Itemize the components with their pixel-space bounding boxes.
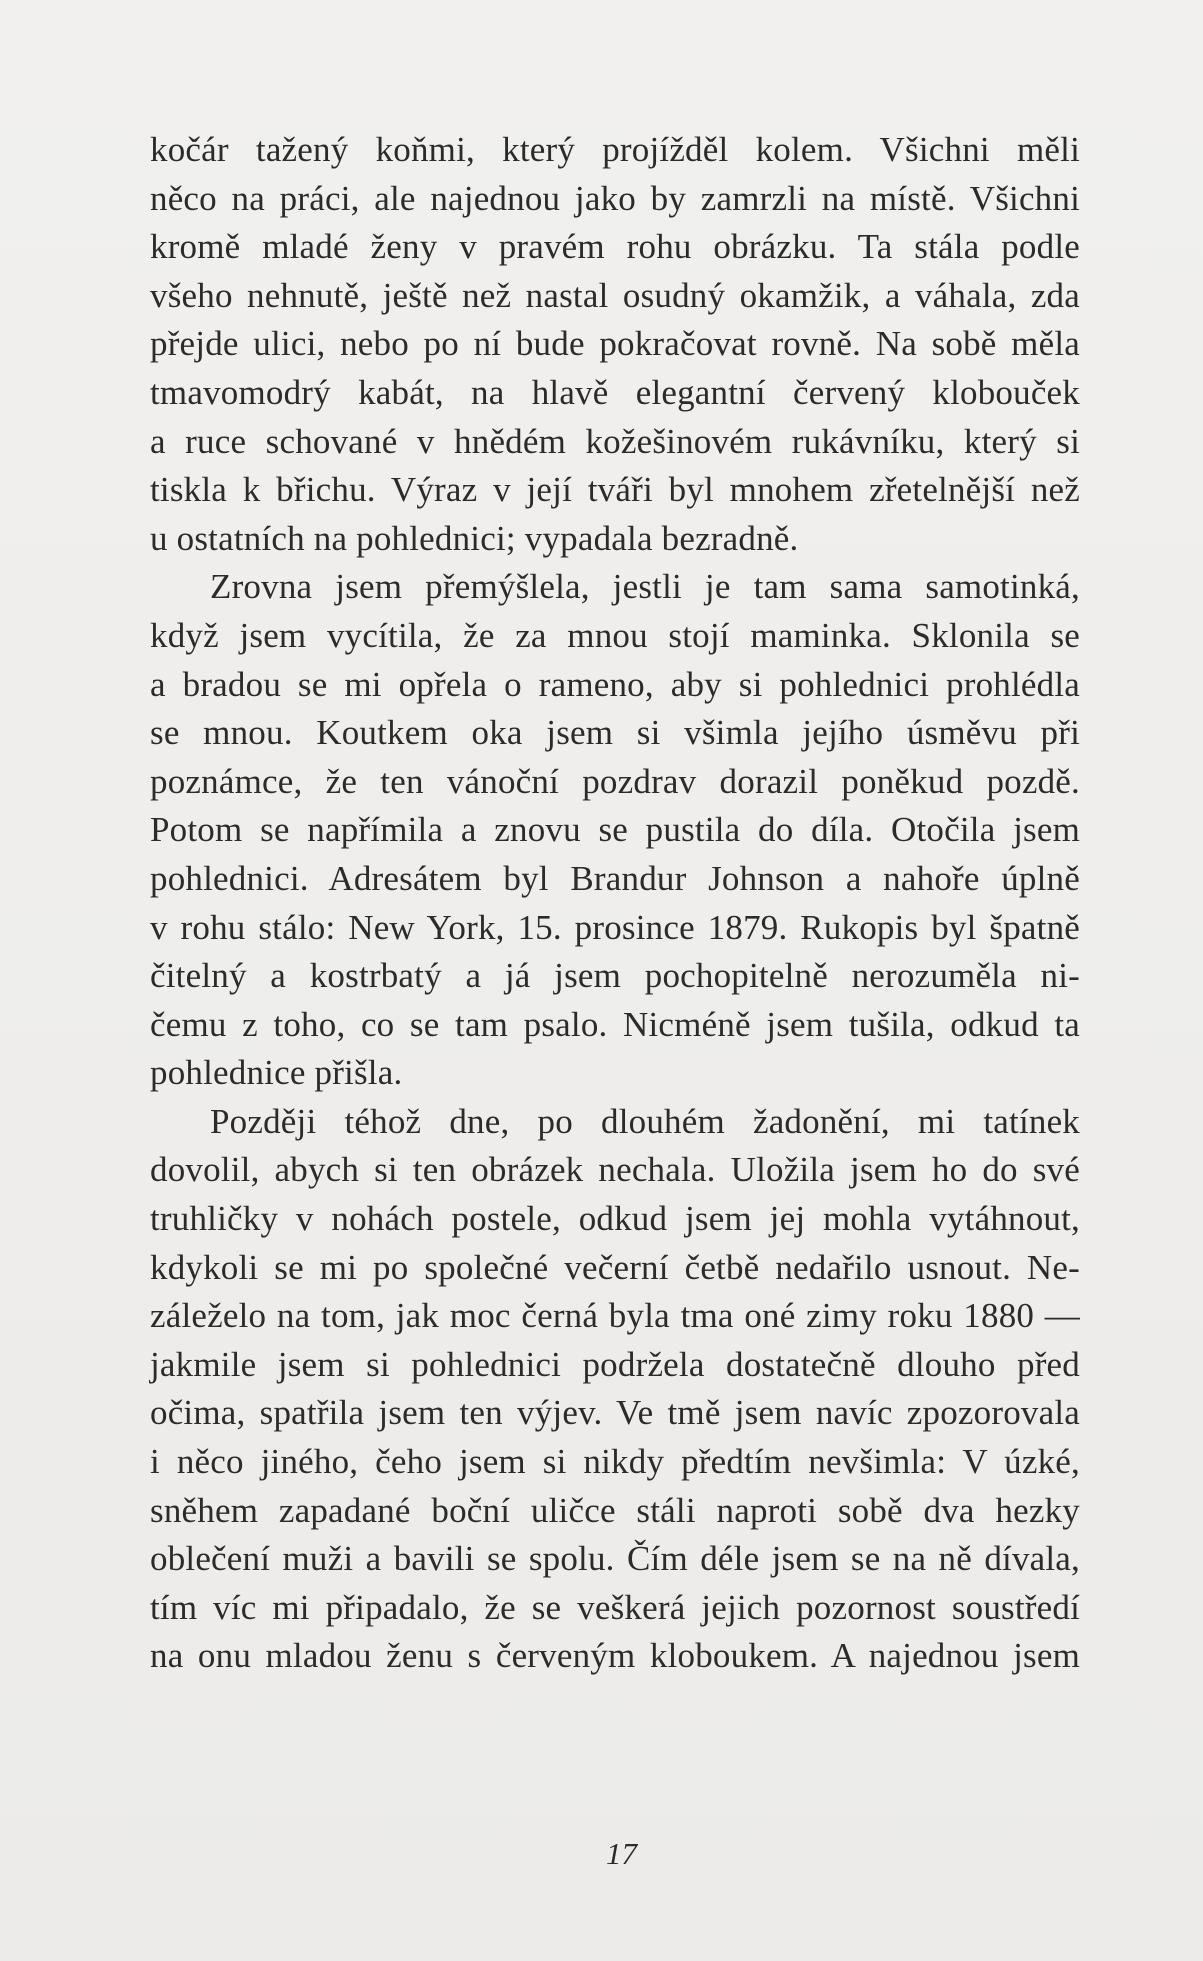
text-line: očima, spatřila jsem ten výjev. Ve tmě jsem navíc zpozorovala bbox=[150, 1393, 1080, 1433]
text-line: něco na práci, ale najednou jako by zamrzli na místě. Všichni bbox=[150, 178, 1080, 218]
text-line: a ruce schované v hnědém kožešinovém rukávníku, který si bbox=[150, 421, 1080, 461]
text-line: tmavomodrý kabát, na hlavě elegantní červený klobouček bbox=[150, 372, 1080, 412]
text-line: čitelný a kostrbatý a já jsem pochopitelně nerozuměla ni- bbox=[150, 956, 1080, 996]
text-line: dovolil, abych si ten obrázek nechala. Uložila jsem ho do své bbox=[150, 1150, 1080, 1190]
text-line: přejde ulici, nebo po ní bude pokračovat rovně. Na sobě měla bbox=[150, 324, 1080, 364]
text-line: i něco jiného, čeho jsem si nikdy předtím nevšimla: V úzké, bbox=[150, 1442, 1080, 1482]
text-line: kočár tažený koňmi, který projížděl kolem. Všichni měli bbox=[150, 130, 1080, 169]
paragraph bbox=[150, 126, 1080, 563]
paragraph bbox=[150, 563, 1080, 1098]
text-line: čemu z toho, co se tam psalo. Nicméně jsem tušila, odkud ta bbox=[150, 1004, 1080, 1044]
text-line: a bradou se mi opřela o rameno, aby si pohlednici prohlédla bbox=[150, 664, 1080, 704]
text-line: v rohu stálo: New York, 15. prosince 1879. Rukopis byl špatně bbox=[150, 907, 1080, 947]
body-text bbox=[150, 126, 1080, 1681]
paragraph bbox=[150, 1098, 1080, 1681]
text-line: Potom se napřímila a znovu se pustila do díla. Otočila jsem bbox=[150, 810, 1080, 850]
text-line: truhličky v nohách postele, odkud jsem jej mohla vytáhnout, bbox=[150, 1199, 1080, 1239]
text-line: Později téhož dne, po dlouhém žadonění, mi tatínek bbox=[210, 1101, 1080, 1141]
text-line: kdykoli se mi po společné večerní četbě nedařilo usnout. Ne- bbox=[150, 1247, 1080, 1287]
text-line: se mnou. Koutkem oka jsem si všimla jejího úsměvu při bbox=[150, 713, 1080, 753]
text-line: záleželo na tom, jak moc černá byla tma oné zimy roku 1880 — bbox=[150, 1296, 1080, 1336]
text-line: na onu mladou ženu s červeným kloboukem. A najednou jsem bbox=[150, 1636, 1080, 1676]
text-line: Zrovna jsem přemýšlela, jestli je tam sama samotinká, bbox=[210, 567, 1080, 607]
page-number: 17 bbox=[606, 1836, 637, 1871]
text-line: kromě mladé ženy v pravém rohu obrázku. Ta stála podle bbox=[150, 227, 1080, 267]
text-line: všeho nehnutě, ještě než nastal osudný okamžik, a váhala, zda bbox=[150, 275, 1080, 315]
text-line: když jsem vycítila, že za mnou stojí maminka. Sklonila se bbox=[150, 615, 1080, 655]
text-line: oblečení muži a bavili se spolu. Čím déle jsem se na ně dívala, bbox=[150, 1539, 1080, 1579]
text-line: u ostatních na pohlednici; vypadala bezradně. bbox=[150, 518, 799, 558]
text-line: jakmile jsem si pohlednici podržela dostatečně dlouho před bbox=[150, 1344, 1080, 1384]
text-line: tím víc mi připadalo, že se veškerá jejich pozornost soustředí bbox=[150, 1587, 1080, 1627]
text-line: pohlednici. Adresátem byl Brandur Johnson a nahoře úplně bbox=[150, 858, 1080, 898]
text-line: poznámce, že ten vánoční pozdrav dorazil poněkud pozdě. bbox=[150, 761, 1080, 801]
text-line: tiskla k břichu. Výraz v její tváři byl mnohem zřetelnější než bbox=[150, 470, 1080, 510]
text-line: sněhem zapadané boční uličce stáli naproti sobě dva hezky bbox=[150, 1490, 1080, 1530]
text-line: pohlednice přišla. bbox=[150, 1053, 403, 1093]
